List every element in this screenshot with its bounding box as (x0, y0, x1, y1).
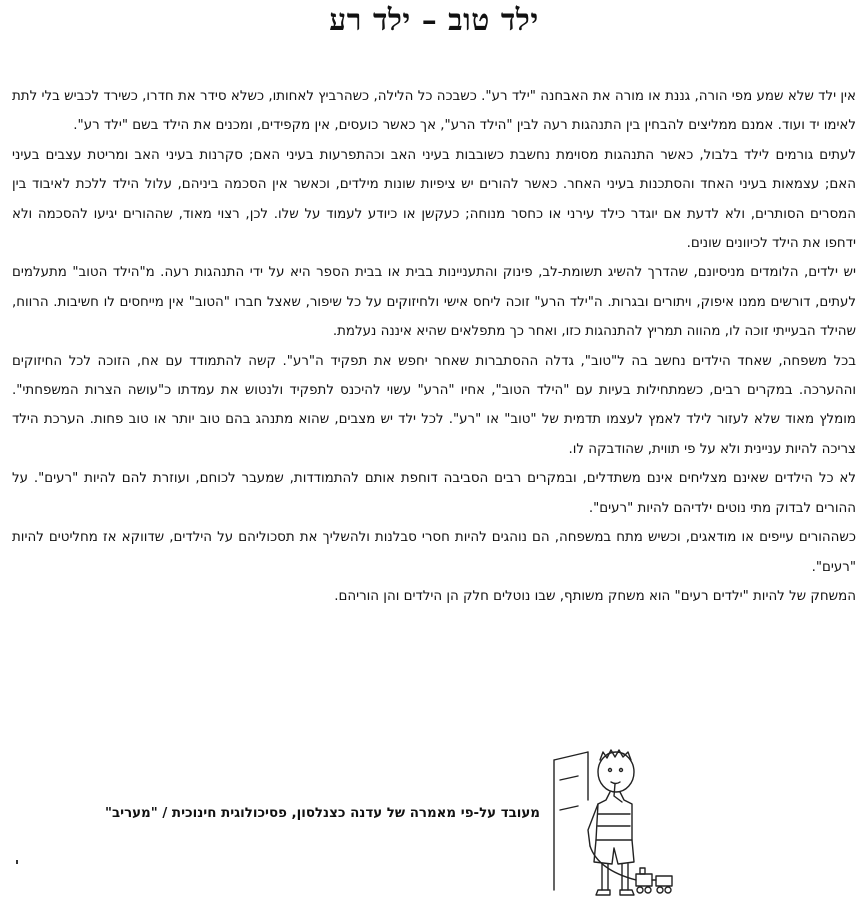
article-title: ילד טוב – ילד רע (329, 3, 539, 38)
paragraph-3: יש ילדים, הלומדים מניסיונם, שהדרך להשיג תשומת-לב, פינוק והתעניינות בבית או בבית הספר היא על ידי התנהגות רעה. מ"הילד הטוב" מתעלמים לעתים, דורשים ממנו איפוק, ויתורים ובגרות. ה"ילד הרע" זוכה ליחס אישי ולחיזוקים על כל שיפור, שאצל חברו "הטוב" אין מייחסים לו חשיבות. הרווח, שהילד הבעייתי זוכה לו, מהווה תמריץ להתנהגות כזו, ואחר כך מתפלאים שהיא איננה נעלמת. (12, 265, 856, 340)
paragraph-4: בכל משפחה, שאחד הילדים נחשב בה ל"טוב", גדלה ההסתברות שאחר יחפש את תפקיד ה"רע". קשה להתמודד עם אח, הזוכה לכל החיזוקים וההערכה. במקרים רבים, כשמתחילות בעיות עם "הילד הטוב", אחיו "הרע" עשוי להיכנס לתפקיד ולנטוש את עמדתו כ"עושה הצרות המשפחתי". מומלץ מאוד שלא לעזור לילד לאמץ לעצמו תדמית של "טוב" או "רע". לכל ילד יש מצבים, שהוא מתנהג בהם טוב יותר או טוב פחות. הערכת הילד צריכה להיות עניינית ולא על פי תווית, שהודבקה לו. (12, 353, 856, 457)
paragraph-5: לא כל הילדים שאינם מצליחים אינם משתדלים, ובמקרים רבים הסביבה דוחפת אותם להתמודדות, שמעבר לכוחם, ועוזרת להם להיות "רעים". על ההורים לבדוק מתי נוטים ילדיהם להיות "רעים". (12, 471, 856, 516)
paragraph-6: כשההורים עייפים או מודאגים, וכשיש מתח במשפחה, הם נוהגים להיות חסרי סבלנות ולהשליך את תסכוליהם על הילדים, שדווקא אז מחליטים להיות "רעים". (12, 530, 856, 575)
paragraph-1: אין ילד שלא שמע מפי הורה, גננת או מורה את האבחנה "ילד רע". כשבכה כל הלילה, כשהרביץ לאחותו, כשלא סידר את חדרו, כשירד לכביש בלי לתת לאימו יד ועוד. אמנם ממליצים להבחין בין התנהגות רעה לבין "הילד הרע", אך כאשר כועסים, אין מקפידים, ומכנים את הילד בשם "ילד רע". (12, 89, 856, 134)
source-credit: מעובד על-פי מאמרה של עדנה כצנלסון, פסיכולוגית חינוכית / "מעריב" (104, 806, 540, 821)
paragraph-7: המשחק של להיות "ילדים רעים" הוא משחק משותף, שבו נוטלים חלק הן הילדים והן הוריהם. (334, 588, 856, 604)
article-body (12, 82, 856, 611)
child-with-toy-train-drawing-icon (548, 740, 688, 906)
paragraph-2: לעתים גורמים לילד בלבול, כאשר התנהגות מסוימת נחשבת כשובבות בעיני האב וכהתפרעות בעיני האם; סקרנות בעיני האב ומריטת עצבים בעיני האם; עצמאות בעיני האחד והסתכנות בעיני האחר. כאשר להורים יש ציפיות שונות מילדים, וכאשר אין הסכמה ביניהם, עלול הילד ללכת לאיבוד בין המסרים הסותרים, ולא לדעת אם יוגדר כילד עירני או כחסר מנוחה; כעקשן או כיודע לעמוד על שלו. לכן, רצוי מאוד, שההורים יגיעו להסכמה ולא ידחפו את הילד לכיוונים שונים. (12, 147, 856, 252)
scan-speck (16, 860, 18, 864)
